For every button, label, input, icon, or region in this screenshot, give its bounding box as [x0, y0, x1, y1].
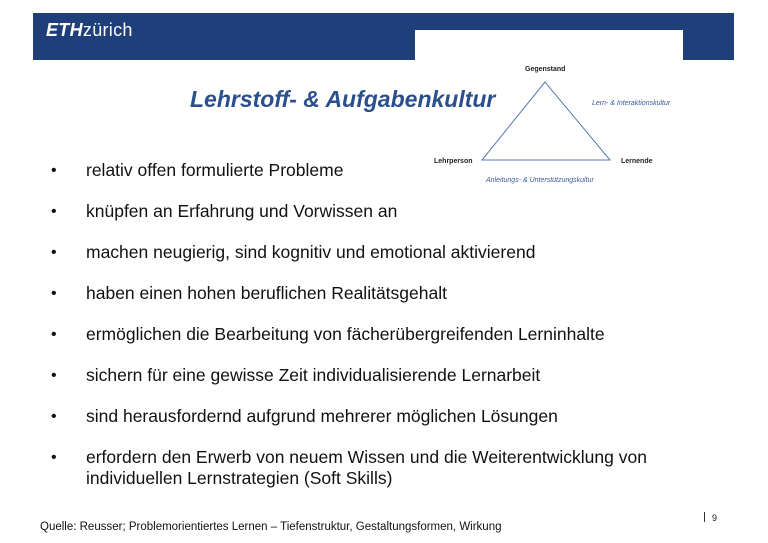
bullet-dot: •	[51, 326, 57, 343]
slide-title: Lehrstoff- & Aufgabenkultur	[190, 86, 496, 112]
logo-eth: ETH	[46, 20, 83, 40]
bullet-dot: •	[51, 244, 57, 261]
diagram-left-label: Lehrperson	[434, 158, 473, 165]
header-notch	[415, 30, 683, 60]
bullet-dot: •	[51, 408, 57, 425]
bullet-text: sichern für eine gewisse Zeit individualisierende Lernarbeit	[86, 365, 541, 385]
bullet-text: machen neugierig, sind kognitiv und emotional aktivierend	[86, 242, 536, 262]
triangle-shape	[482, 82, 610, 160]
bullet-dot: •	[51, 367, 57, 384]
diagram-right-label: Lernende	[621, 158, 653, 165]
triangle-svg	[420, 60, 680, 170]
diagram-bottom-edge-label: Anleitungs- & Unterstützungskultur	[486, 177, 594, 184]
bullet-dot: •	[51, 203, 57, 220]
eth-logo	[46, 20, 133, 41]
bullet-dot: •	[51, 285, 57, 302]
bullet-item	[40, 406, 700, 427]
page-number: 9	[712, 513, 718, 523]
logo-zurich: zürich	[82, 20, 133, 40]
bullet-item	[40, 201, 700, 222]
source-citation: Quelle: Reusser; Problemorientiertes Lernen – Tiefenstruktur, Gestaltungsformen, Wirkung	[40, 521, 502, 533]
diagram-top-label: Gegenstand	[525, 66, 566, 73]
bullet-item	[40, 160, 700, 181]
bullet-text: erfordern den Erwerb von neuem Wissen und die Weiterentwicklung von individuellen Lernstrategien (Soft Skills)	[86, 447, 647, 488]
bullet-list	[40, 160, 700, 509]
bullet-text: ermöglichen die Bearbeitung von fächerübergreifenden Lerninhalte	[86, 324, 605, 344]
bullet-item	[40, 365, 700, 386]
bullet-text: relativ offen formulierte Probleme	[86, 160, 344, 180]
diagram-right-edge-label: Lern- & Interaktionskultur	[592, 100, 671, 107]
bullet-text: sind herausfordernd aufgrund mehrerer möglichen Lösungen	[86, 406, 558, 426]
bullet-text: knüpfen an Erfahrung und Vorwissen an	[86, 201, 398, 221]
bullet-text: haben einen hohen beruflichen Realitätsgehalt	[86, 283, 447, 303]
page-number-separator	[704, 512, 705, 522]
bullet-item	[40, 242, 700, 263]
bullet-item	[40, 324, 700, 345]
bullet-dot: •	[51, 162, 57, 179]
bullet-item	[40, 283, 700, 304]
bullet-dot: •	[51, 449, 57, 466]
bullet-item	[40, 447, 700, 489]
